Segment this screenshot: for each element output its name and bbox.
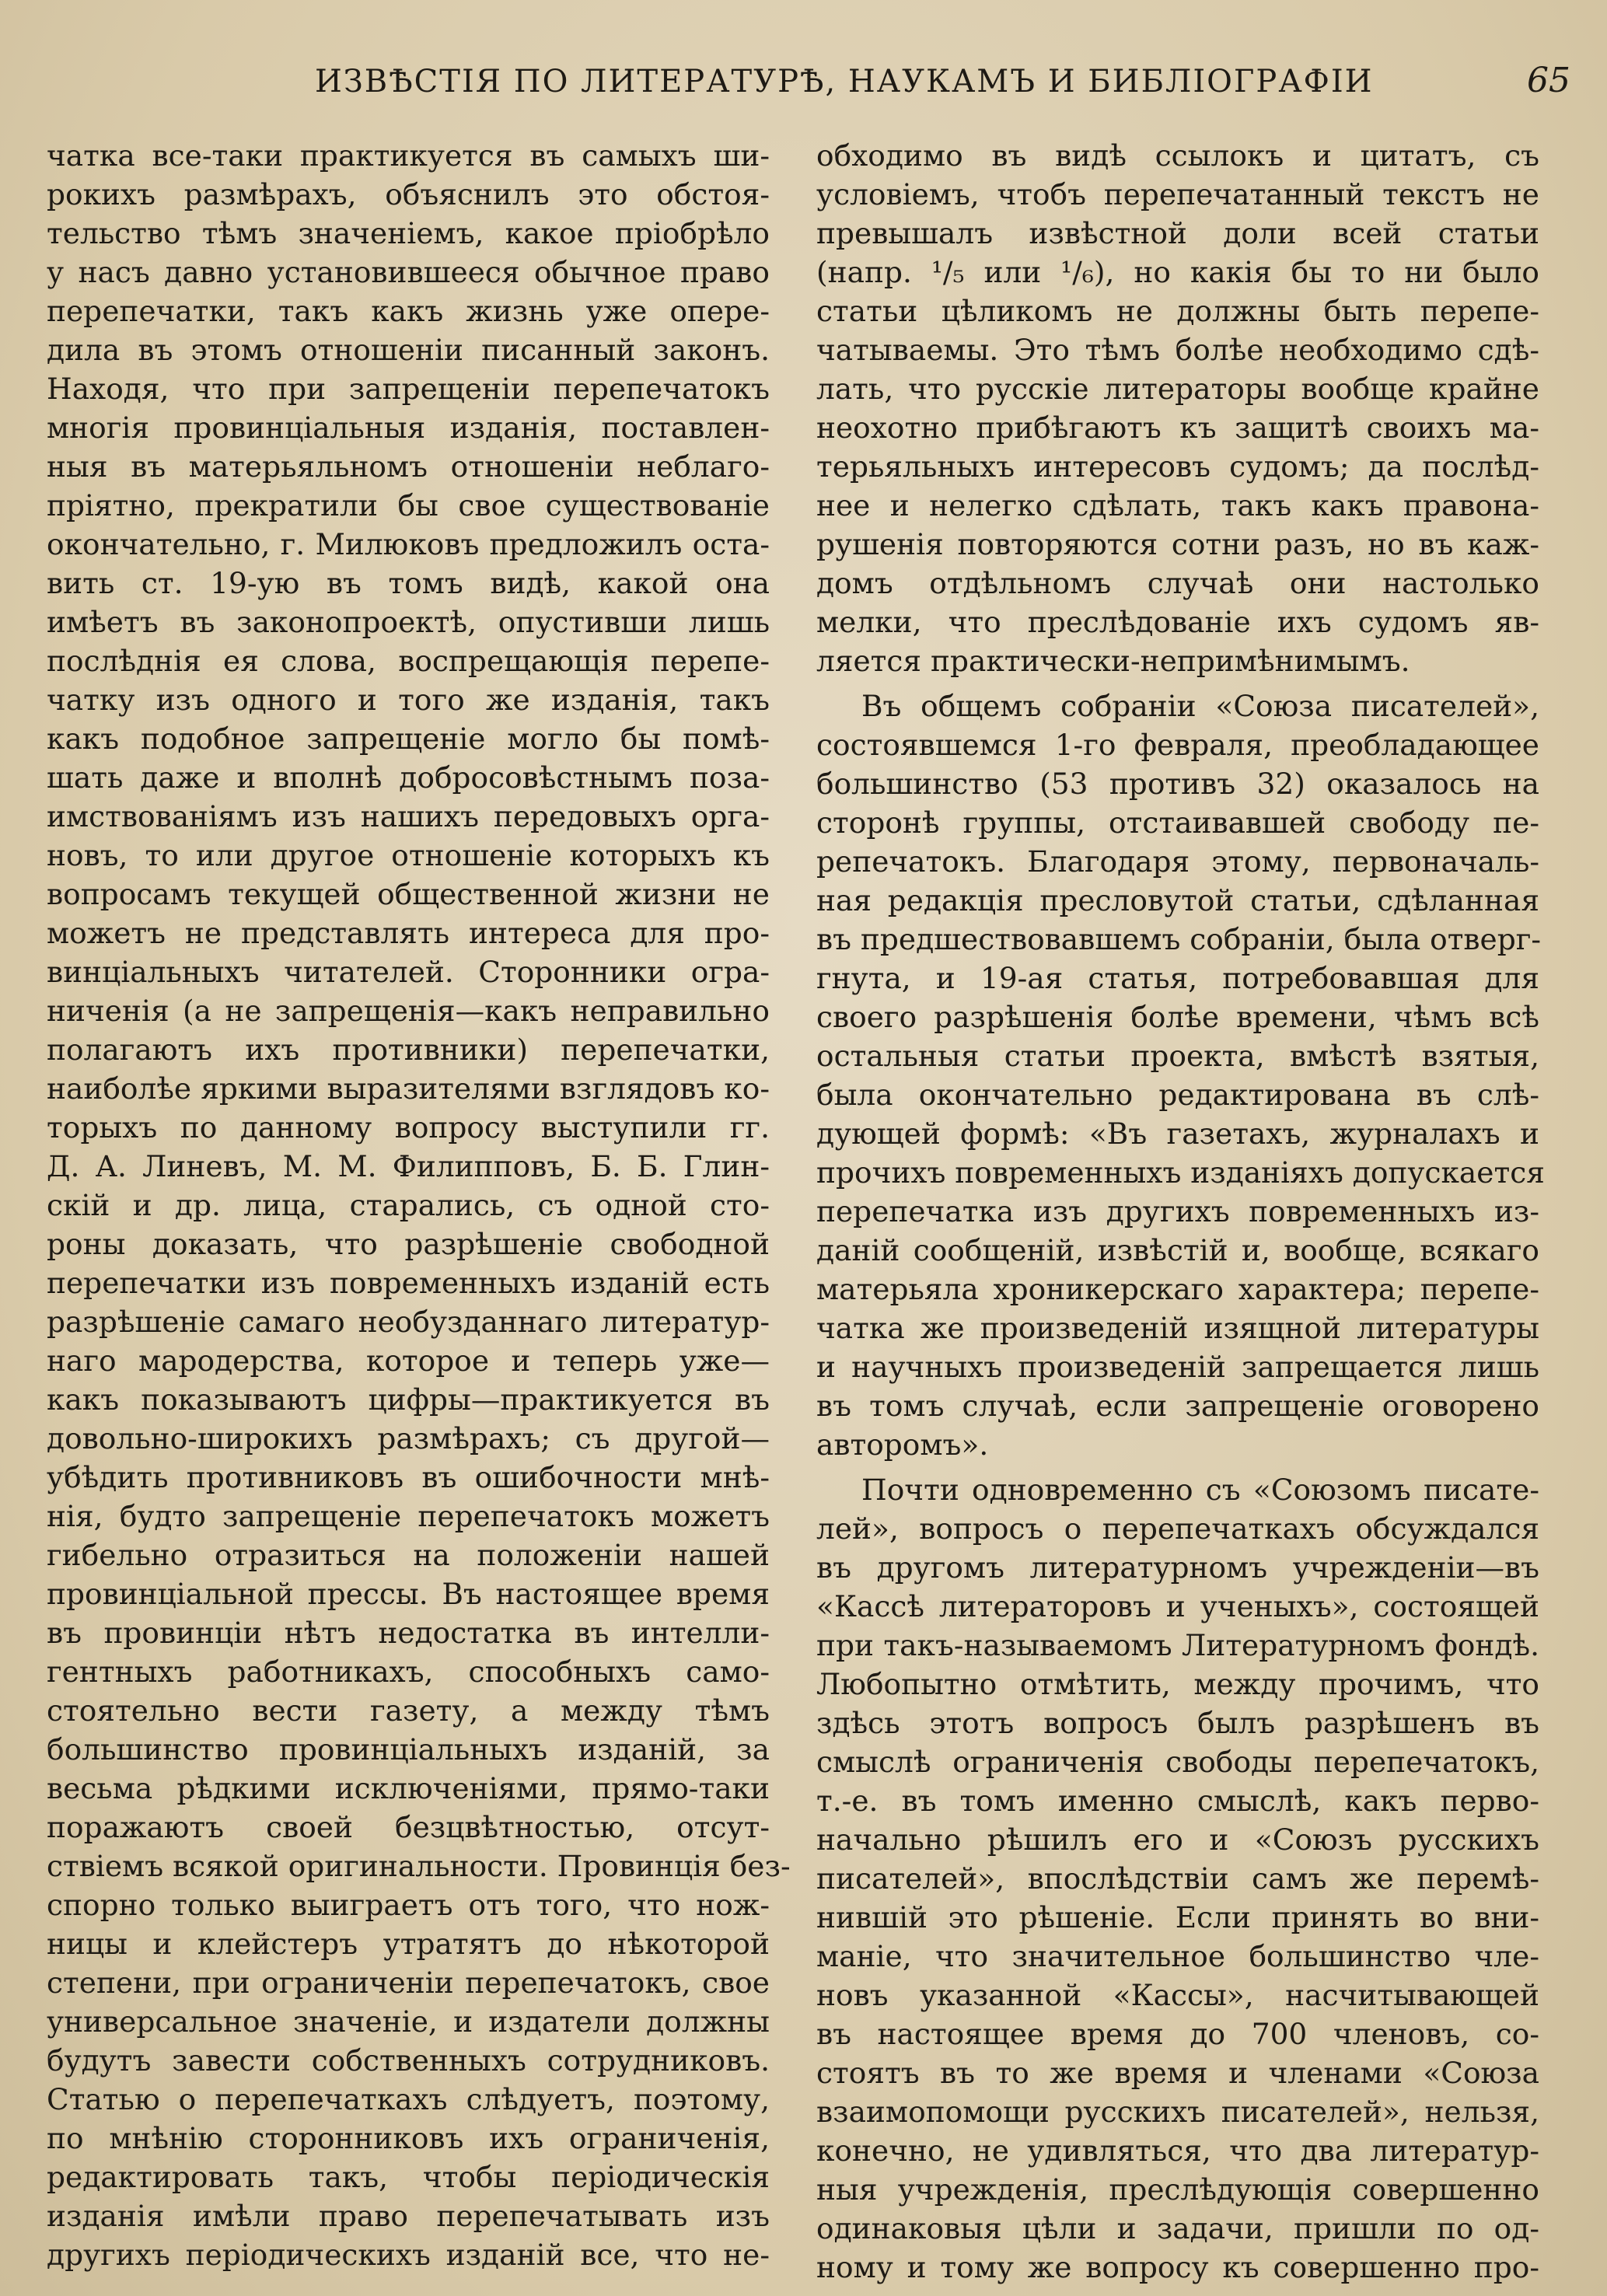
text-line: одинаковыя цѣли и задачи, пришли по од- bbox=[816, 2211, 1539, 2245]
text-line: новъ указанной «Кассы», насчитывающей bbox=[816, 1978, 1539, 2012]
text-line: изданія имѣли право перепечатывать изъ bbox=[47, 2199, 770, 2233]
text-line: домъ отдѣльномъ случаѣ они настолько bbox=[816, 566, 1539, 600]
text-line: можетъ не представлять интереса для про- bbox=[47, 916, 770, 950]
text-line: торыхъ по данному вопросу выступили гг. bbox=[47, 1110, 770, 1145]
text-line: т.-е. въ томъ именно смыслѣ, какъ перво- bbox=[816, 1784, 1539, 1818]
text-line: ниченія (а не запрещенія—какъ неправильно bbox=[47, 994, 770, 1028]
text-line: условіемъ, чтобъ перепечатанный текстъ не bbox=[816, 177, 1539, 211]
text-line: неохотно прибѣгаютъ къ защитѣ своихъ ма- bbox=[816, 411, 1539, 445]
text-line: смыслѣ ограниченія свободы перепечатокъ, bbox=[816, 1745, 1539, 1779]
text-line: въ настоящее время до 700 членовъ, со- bbox=[816, 2017, 1539, 2051]
text-line: лать, что русскіе литераторы вообще крайне bbox=[816, 372, 1539, 406]
text-line: состоявшемся 1-го февраля, преобладающее bbox=[816, 728, 1539, 762]
text-line: дила въ этомъ отношеніи писанный законъ. bbox=[47, 333, 770, 367]
text-line: шать даже и вполнѣ добросовѣстнымъ поза- bbox=[47, 760, 770, 795]
text-line: стоятельно вести газету, а между тѣмъ bbox=[47, 1693, 770, 1728]
text-line: роны доказать, что разрѣшеніе свободной bbox=[47, 1227, 770, 1261]
text-line: весьма рѣдкими исключеніями, прямо-таки bbox=[47, 1771, 770, 1805]
text-line: по мнѣнію сторонниковъ ихъ ограниченія, bbox=[47, 2121, 770, 2155]
text-line: писателей», впослѣдствіи самъ же перемѣ- bbox=[816, 1861, 1539, 1896]
text-line: здѣсь этотъ вопросъ былъ разрѣшенъ въ bbox=[816, 1706, 1539, 1740]
text-line: полагаютъ ихъ противники) перепечатки, bbox=[47, 1033, 770, 1067]
text-line: матерьяла хроникерскаго характера; перепе- bbox=[816, 1272, 1539, 1306]
text-line: ная редакція пресловутой статьи, сдѣланная bbox=[816, 883, 1539, 917]
text-line: обходимо въ видѣ ссылокъ и цитатъ, съ bbox=[816, 138, 1539, 173]
text-line: лей», вопросъ о перепечаткахъ обсуждался bbox=[816, 1511, 1539, 1546]
text-line: какъ подобное запрещеніе могло бы помѣ- bbox=[47, 722, 770, 756]
text-line: маніе, что значительное большинство чле- bbox=[816, 1939, 1539, 1973]
text-line: превышалъ извѣстной доли всей статьи bbox=[816, 216, 1539, 250]
text-line: терьяльныхъ интересовъ судомъ; да послѣд- bbox=[816, 449, 1539, 484]
text-line: чатка все-таки практикуется въ самыхъ ши- bbox=[47, 138, 770, 173]
page-header bbox=[47, 61, 1570, 107]
text-line: редактировать такъ, чтобы періодическія bbox=[47, 2160, 770, 2194]
text-line: наго мародерства, которое и теперь уже— bbox=[47, 1344, 770, 1378]
text-line: спорно только выиграетъ отъ того, что нож- bbox=[47, 1888, 770, 1922]
text-line: даній сообщеній, извѣстій и, вообще, всякаго bbox=[816, 1233, 1539, 1267]
left-column bbox=[47, 136, 791, 2272]
text-line: имствованіямъ изъ нашихъ передовыхъ орга- bbox=[47, 799, 770, 833]
paragraph bbox=[816, 687, 1545, 1464]
text-line: была окончательно редактирована въ слѣ- bbox=[816, 1078, 1539, 1112]
paragraph bbox=[47, 136, 791, 2274]
text-line: послѣднія ея слова, воспрещающія перепе- bbox=[47, 644, 770, 678]
text-line: имѣетъ въ законопроектѣ, опустивши лишь bbox=[47, 605, 770, 639]
text-line: ному и тому же вопросу къ совершенно про- bbox=[816, 2250, 1539, 2284]
text-line: гибельно отразиться на положеніи нашей bbox=[47, 1538, 770, 1572]
text-line: перепечатки, такъ какъ жизнь уже опере- bbox=[47, 294, 770, 328]
text-line: будутъ завести собственныхъ сотрудниковъ. bbox=[47, 2043, 770, 2078]
text-line: винціальныхъ читателей. Сторонники огра- bbox=[47, 955, 770, 989]
text-line: вопросамъ текущей общественной жизни не bbox=[47, 877, 770, 911]
text-line: большинство провинціальныхъ изданій, за bbox=[47, 1732, 770, 1767]
paragraph bbox=[816, 136, 1539, 680]
running-title: ИЗВѢСТІЯ ПО ЛИТЕРАТУРѢ, НАУКАМЪ И БИБЛІОГРАФІИ bbox=[315, 64, 1374, 100]
text-line: нія, будто запрещеніе перепечатокъ можетъ bbox=[47, 1499, 770, 1533]
text-line: перепечатки изъ повременныхъ изданій есть bbox=[47, 1266, 770, 1300]
text-line: нее и нелегко сдѣлать, такъ какъ правона- bbox=[816, 488, 1539, 522]
text-line: степени, при ограниченіи перепечатокъ, свое bbox=[47, 1966, 770, 2000]
text-line: вить ст. 19-ую въ томъ видѣ, какой она bbox=[47, 566, 770, 600]
text-line: въ другомъ литературномъ учрежденіи—въ bbox=[816, 1550, 1539, 1585]
text-line: въ томъ случаѣ, если запрещеніе оговорено bbox=[816, 1389, 1539, 1423]
text-line: наиболѣе яркими выразителями взглядовъ ко- bbox=[47, 1071, 770, 1106]
text-line: ныя учрежденія, преслѣдующія совершенно bbox=[816, 2172, 1539, 2207]
page-number: 65 bbox=[1527, 61, 1570, 100]
text-line: окончательно, г. Милюковъ предложилъ оста- bbox=[47, 527, 770, 561]
text-line: остальныя статьи проекта, вмѣстѣ взятыя, bbox=[816, 1039, 1539, 1073]
text-line: Въ общемъ собраніи «Союза писателей», bbox=[861, 689, 1539, 723]
text-line: стоятъ въ то же время и членами «Союза bbox=[816, 2056, 1539, 2090]
text-line: репечатокъ. Благодаря этому, первоначаль- bbox=[816, 844, 1539, 879]
text-line: ныя въ матерьяльномъ отношеніи неблаго- bbox=[47, 449, 770, 484]
text-line: другихъ періодическихъ изданій все, что не- bbox=[47, 2238, 770, 2272]
text-line: начально рѣшилъ его и «Союзъ русскихъ bbox=[816, 1822, 1539, 1857]
text-line: статьи цѣликомъ не должны быть перепе- bbox=[816, 294, 1539, 328]
text-line: гентныхъ работникахъ, способныхъ само- bbox=[47, 1655, 770, 1689]
text-line: ствіемъ всякой оригинальности. Провинція без- bbox=[47, 1849, 791, 1883]
text-line: поражаютъ своей безцвѣтностью, отсут- bbox=[47, 1810, 770, 1844]
text-line: Почти одновременно съ «Союзомъ писате- bbox=[861, 1473, 1539, 1507]
text-line: перепечатка изъ другихъ повременныхъ из- bbox=[816, 1194, 1539, 1228]
text-line: Находя, что при запрещеніи перепечатокъ bbox=[47, 372, 770, 406]
text-line: тельство тѣмъ значеніемъ, какое пріобрѣло bbox=[47, 216, 770, 250]
text-line: рокихъ размѣрахъ, объяснилъ это обстоя- bbox=[47, 177, 770, 211]
text-line: разрѣшеніе самаго необузданнаго литератур- bbox=[47, 1305, 770, 1339]
text-line: ляется практически-непримѣнимымъ. bbox=[816, 644, 1410, 678]
text-line: и научныхъ произведеній запрещается лишь bbox=[816, 1350, 1539, 1384]
text-line: Статью о перепечаткахъ слѣдуетъ, поэтому, bbox=[47, 2082, 770, 2116]
text-line: убѣдить противниковъ въ ошибочности мнѣ- bbox=[47, 1460, 770, 1494]
text-line: скій и др. лица, старались, съ одной сто- bbox=[47, 1188, 770, 1222]
text-line: пріятно, прекратили бы свое существованіе bbox=[47, 488, 770, 522]
text-line: сторонѣ группы, отстаивавшей свободу пе- bbox=[816, 806, 1539, 840]
text-line: въ провинціи нѣтъ недостатка въ интелли- bbox=[47, 1616, 770, 1650]
text-line: (напр. ¹/₅ или ¹/₆), но какія бы то ни было bbox=[816, 255, 1539, 289]
text-line: конечно, не удивляться, что два литератур- bbox=[816, 2133, 1539, 2168]
text-line: чатываемы. Это тѣмъ болѣе необходимо сдѣ- bbox=[816, 333, 1539, 367]
text-line: взаимопомощи русскихъ писателей», нельзя, bbox=[816, 2095, 1539, 2129]
text-line: рушенія повторяются сотни разъ, но въ каж- bbox=[816, 527, 1539, 561]
right-column bbox=[816, 136, 1545, 2284]
text-line: Д. А. Линевъ, М. М. Филипповъ, Б. Б. Глин- bbox=[47, 1149, 770, 1183]
text-line: авторомъ». bbox=[816, 1428, 989, 1462]
text-line: прочихъ повременныхъ изданіяхъ допускается bbox=[816, 1155, 1545, 1190]
text-line: довольно-широкихъ размѣрахъ; съ другой— bbox=[47, 1421, 770, 1456]
text-line: своего разрѣшенія болѣе времени, чѣмъ всѣ bbox=[816, 1000, 1539, 1034]
text-line: въ предшествовавшемъ собраніи, была отверг- bbox=[816, 922, 1542, 956]
text-line: гнута, и 19-ая статья, потребовавшая для bbox=[816, 961, 1539, 995]
text-line: чатка же произведеній изящной литературы bbox=[816, 1311, 1539, 1345]
text-line: у насъ давно установившееся обычное право bbox=[47, 255, 770, 289]
text-line: Любопытно отмѣтить, между прочимъ, что bbox=[816, 1667, 1539, 1701]
text-line: «Кассѣ литераторовъ и ученыхъ», состоящей bbox=[816, 1589, 1539, 1623]
text-line: многія провинціальныя изданія, поставлен- bbox=[47, 411, 770, 445]
text-line: нившій это рѣшеніе. Если принять во вни- bbox=[816, 1900, 1539, 1934]
paragraph bbox=[816, 1470, 1539, 2287]
text-line: большинство (53 противъ 32) оказалось на bbox=[816, 767, 1539, 801]
text-line: чатку изъ одного и того же изданія, такъ bbox=[47, 683, 770, 717]
text-line: какъ показываютъ цифры—практикуется въ bbox=[47, 1382, 770, 1417]
text-line: дующей формѣ: «Въ газетахъ, журналахъ и bbox=[816, 1117, 1539, 1151]
text-line: новъ, то или другое отношеніе которыхъ къ bbox=[47, 838, 770, 872]
text-line: при такъ-называемомъ Литературномъ фондѣ. bbox=[816, 1628, 1539, 1662]
text-line: мелки, что преслѣдованіе ихъ судомъ яв- bbox=[816, 605, 1539, 639]
text-line: универсальное значеніе, и издатели должны bbox=[47, 2004, 770, 2039]
text-line: ницы и клейстеръ утратятъ до нѣкоторой bbox=[47, 1927, 770, 1961]
text-line: провинціальной прессы. Въ настоящее время bbox=[47, 1577, 770, 1611]
